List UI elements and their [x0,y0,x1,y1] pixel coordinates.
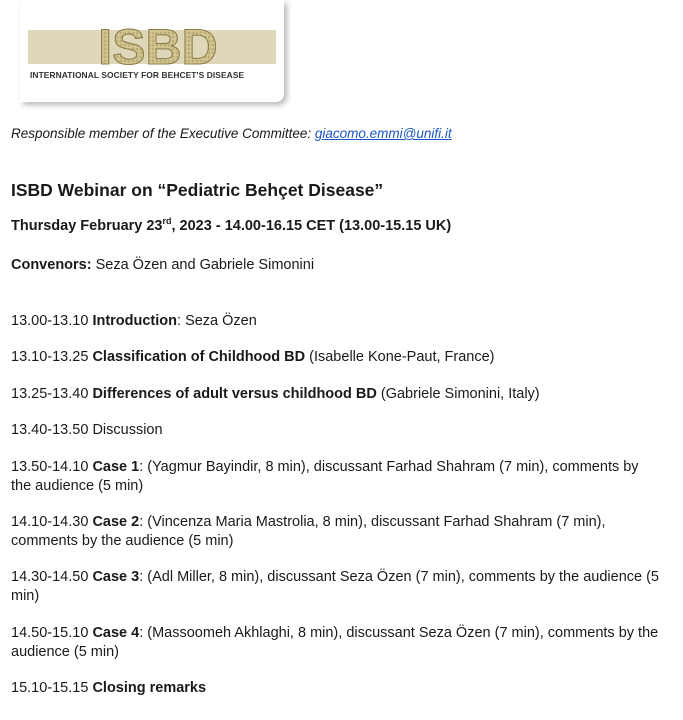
program-title: Case 3 [92,569,140,585]
program-detail: (Isabelle Kone-Paut, France) [305,349,495,365]
program-item [11,348,661,367]
contact-email-link[interactable]: giacomo.emmi@unifi.it [314,126,452,141]
program-title: Differences of adult versus childhood BD [92,386,377,402]
program-item [11,568,661,606]
responsible-label: Responsible member of the Executive Committee: [11,126,315,141]
logo-subtitle: INTERNATIONAL SOCIETY FOR BEHCET'S DISEASE [30,70,245,80]
program-title: Case 1 [92,459,140,475]
program-time: 14.10-14.30 [11,514,89,530]
convenors-line [11,257,314,273]
program-time: 14.50-15.10 [11,625,89,641]
program-detail: : (Yagmur Bayindir, 8 min), discussant Farhad Shahram (7 min), comments by the audience (5 min) [11,459,639,494]
program-title: Closing remarks [92,680,207,696]
program-time: 13.10-13.25 [11,349,89,365]
webinar-title: ISBD Webinar on “Pediatric Behçet Disease” [11,180,384,200]
program-item [11,421,661,440]
isbd-logo [20,0,284,102]
program-title: Classification of Childhood BD [92,349,306,365]
program-time: 15.10-15.15 [11,680,89,696]
program-detail: (Gabriele Simonini, Italy) [376,386,540,402]
responsible-member-line [11,126,452,141]
date-superscript: rd [162,216,172,226]
convenors-label: Convenors: [11,257,92,273]
program-detail: : (Adl Miller, 8 min), discussant Seza Özen (7 min), comments by the audience (5 min) [11,569,659,604]
program-item [11,513,661,551]
webinar-date [11,218,451,234]
program-item [11,312,661,331]
program-detail: : Seza Özen [177,313,257,329]
program-time: 13.25-13.40 [11,386,89,402]
program-title: Introduction [92,313,178,329]
program-item [11,679,661,698]
program-item [11,385,661,404]
date-prefix: Thursday February 23 [11,218,163,234]
program-title: Case 2 [92,514,140,530]
convenors-names: Seza Özen and Gabriele Simonini [91,257,315,273]
program-item [11,458,661,496]
program-time: 13.00-13.10 [11,313,89,329]
program-detail: Discussion [92,422,163,438]
program-item [11,624,661,662]
isbd-wordmark-graphic [20,0,284,70]
program-time: 13.50-14.10 [11,459,89,475]
program-time: 13.40-13.50 [11,422,89,438]
isbd-wordmark: ISBD [98,19,218,70]
date-suffix: , 2023 - 14.00-16.15 CET (13.00-15.15 UK) [171,218,452,234]
program-detail: : (Vincenza Maria Mastrolia, 8 min), discussant Farhad Shahram (7 min), comments by the audience (5 min) [11,514,606,549]
program-title: Case 4 [92,625,140,641]
program-time: 14.30-14.50 [11,569,89,585]
program-detail: : (Massoomeh Akhlaghi, 8 min), discussant Seza Özen (7 min), comments by the audience (5 min) [11,625,659,660]
